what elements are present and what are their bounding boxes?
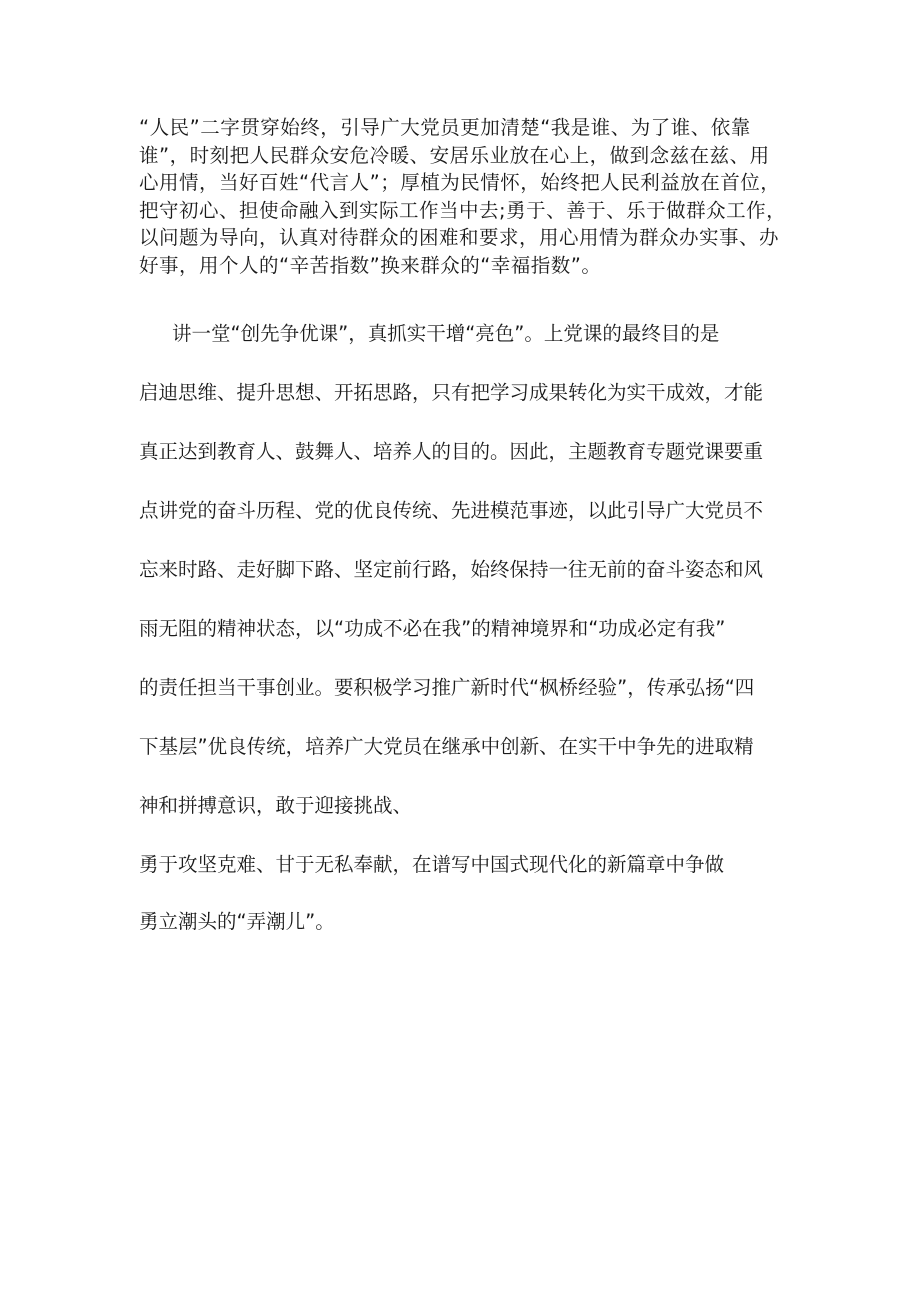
text-line: 心用情，当好百姓“代言人”；厚植为民情怀，始终把人民利益放在首位， xyxy=(139,171,781,194)
text-line: 雨无阻的精神状态，以“功成不必在我”的精神境界和“功成必定有我” xyxy=(139,617,726,640)
text-line: 忘来时路、走好脚下路、坚定前行路，始终保持一往无前的奋斗姿态和风 xyxy=(139,558,764,581)
text-line: 谁”，时刻把人民群众安危冷暖、安居乐业放在心上，做到念兹在兹、用 xyxy=(139,143,770,167)
text-line: 真正达到教育人、鼓舞人、培养人的目的。因此，主题教育专题党课要重 xyxy=(139,440,764,463)
paragraph-people-first xyxy=(139,114,799,279)
text-line: 神和拼搏意识，敢于迎接挑战、 xyxy=(139,794,413,817)
text-line: 以问题为导向，认真对待群众的困难和要求，用心用情为群众办实事、办 xyxy=(139,226,780,249)
text-line: 点讲党的奋斗历程、党的优良传统、先进模范事迹，以此引导广大党员不 xyxy=(139,499,764,522)
text-line: 讲一堂“创先争优课”，真抓实干增“亮色”。上党课的最终目的是 xyxy=(172,322,720,345)
text-line: 把守初心、担使命融入到实际工作当中去;勇于、善于、乐于做群众工作， xyxy=(139,198,787,222)
text-line: 勇立潮头的“弄潮儿”。 xyxy=(139,910,335,933)
text-line: 好事，用个人的“辛苦指数”换来群众的“幸福指数”。 xyxy=(139,253,602,277)
text-line: 勇于攻坚克难、甘于无私奉献，在谱写中国式现代化的新篇章中争做 xyxy=(139,853,725,876)
text-line: 启迪思维、提升思想、开拓思路，只有把学习成果转化为实干成效，才能 xyxy=(139,381,764,404)
text-line: 下基层”优良传统，培养广大党员在继承中创新、在实干中争先的进取精 xyxy=(139,735,754,758)
text-line: 的责任担当干事创业。要积极学习推广新时代“枫桥经验”，传承弘扬“四 xyxy=(139,676,755,699)
text-line: “人民”二字贯穿始终，引导广大党员更加清楚“我是谁、为了谁、依靠 xyxy=(139,116,751,139)
